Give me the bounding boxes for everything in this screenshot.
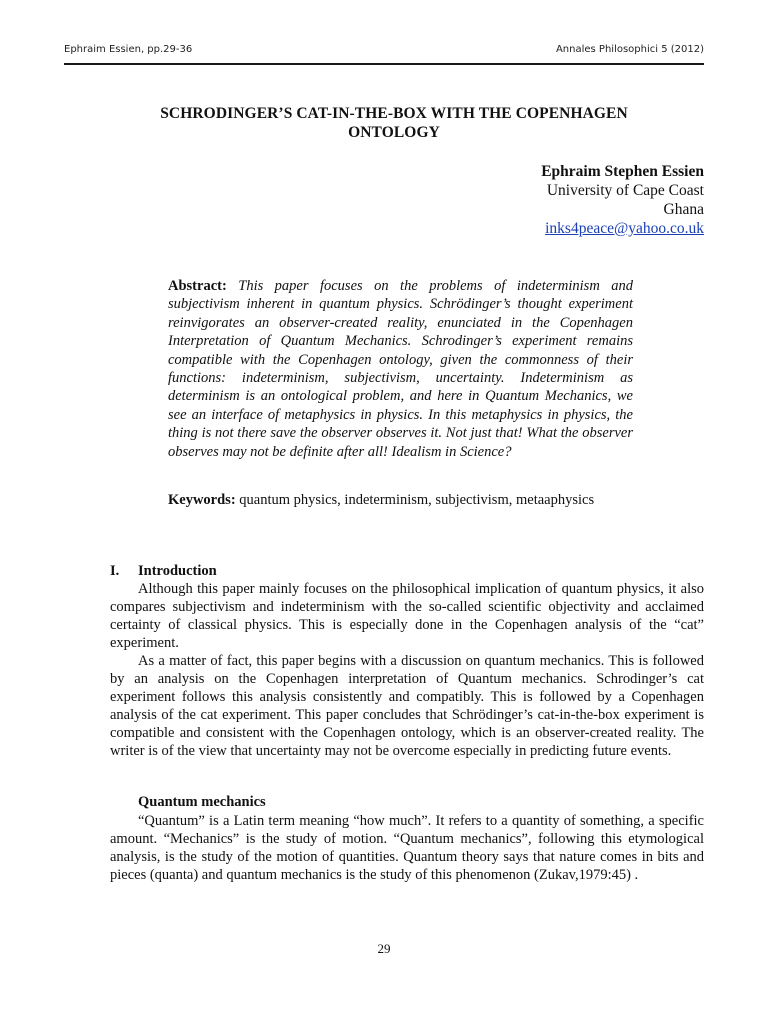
author-country: Ghana (663, 201, 704, 218)
section-number: I. (110, 563, 120, 579)
header-journal: Annales Philosophici 5 (2012) (555, 44, 704, 55)
abstract (168, 277, 633, 461)
keywords (168, 491, 633, 509)
author-email-link[interactable]: inks4peace@yahoo.co.uk (545, 220, 704, 237)
author-name: Ephraim Stephen Essien (541, 163, 704, 180)
keywords-text: quantum physics, indeterminism, subjectivism, metaaphysics (239, 492, 595, 508)
author-affiliation: University of Cape Coast (546, 182, 704, 199)
abstract-text: This paper focuses on the problems of indeterminism and subjectivism inherent in quantum physics. Schrödinger’s thought experiment reinvigorates an observer-created reality, enunciated in the Copenhagen Interpretation of Quantum Mechanics. Schrodinger’s experiment remains compatible with the Copenhagen ontology, given the commonness of their functions: indeterminism, subjectivism, uncertainty. Indeterminism as determinism is an ontological problem, and here in Quantum Mechanics, we see an interface of metaphysics in physics. In this metaphysics in physics, the thing is not there save the observer observes it. Not just that! What the observer observes may not be definite after all! Idealism in Science? (168, 278, 634, 460)
author-block (404, 162, 704, 238)
section-title: Introduction (138, 563, 217, 579)
header-rule (64, 63, 704, 65)
quantum-mechanics-body (110, 812, 704, 884)
paper-title (64, 104, 724, 142)
subheading-quantum-mechanics: Quantum mechanics (138, 794, 266, 810)
intro-paragraph-2: As a matter of fact, this paper begins with a discussion on quantum mechanics. This is followed by an analysis on the Copenhagen interpretation of Quantum mechanics. Schrodinger’s cat experiment follows this analysis consistently and compatibly. This is followed by a Copenhagen analysis of the cat experiment. This paper concludes that Schrödinger’s cat-in-the-box experiment is compatible and consistent with the Copenhagen ontology, which is an observer-created reality. The writer is of the view that uncertainty may not be overcome especially in predicting future events. (110, 653, 704, 759)
introduction-body (110, 580, 704, 760)
abstract-label: Abstract: (168, 278, 227, 294)
header-author-pages: Ephraim Essien, pp.29-36 (64, 44, 193, 55)
keywords-label: Keywords: (168, 492, 236, 508)
section-heading-introduction (110, 563, 217, 580)
running-header (64, 44, 704, 60)
qm-paragraph-1: “Quantum” is a Latin term meaning “how much”. It refers to a quantity of something, a specific amount. “Mechanics” is the study of motion. “Quantum mechanics”, following this etymological analysis, is the study of the motion of quantities. Quantum theory says that nature comes in bits and pieces (quanta) and quantum mechanics is the study of this phenomenon (Zukav,1979:45) . (110, 813, 704, 883)
intro-paragraph-1: Although this paper mainly focuses on the philosophical implication of quantum physics, it also compares subjectivism and indeterminism with the so-called scientific objectivity and acclaimed certainty of classical physics. This is especially done in the Copenhagen analysis of the “cat” experiment. (110, 581, 704, 651)
title-line-2: ONTOLOGY (348, 124, 440, 141)
title-line-1: SCHRODINGER’S CAT-IN-THE-BOX WITH THE COPENHAGEN (160, 105, 628, 122)
page-number: 29 (377, 941, 391, 956)
